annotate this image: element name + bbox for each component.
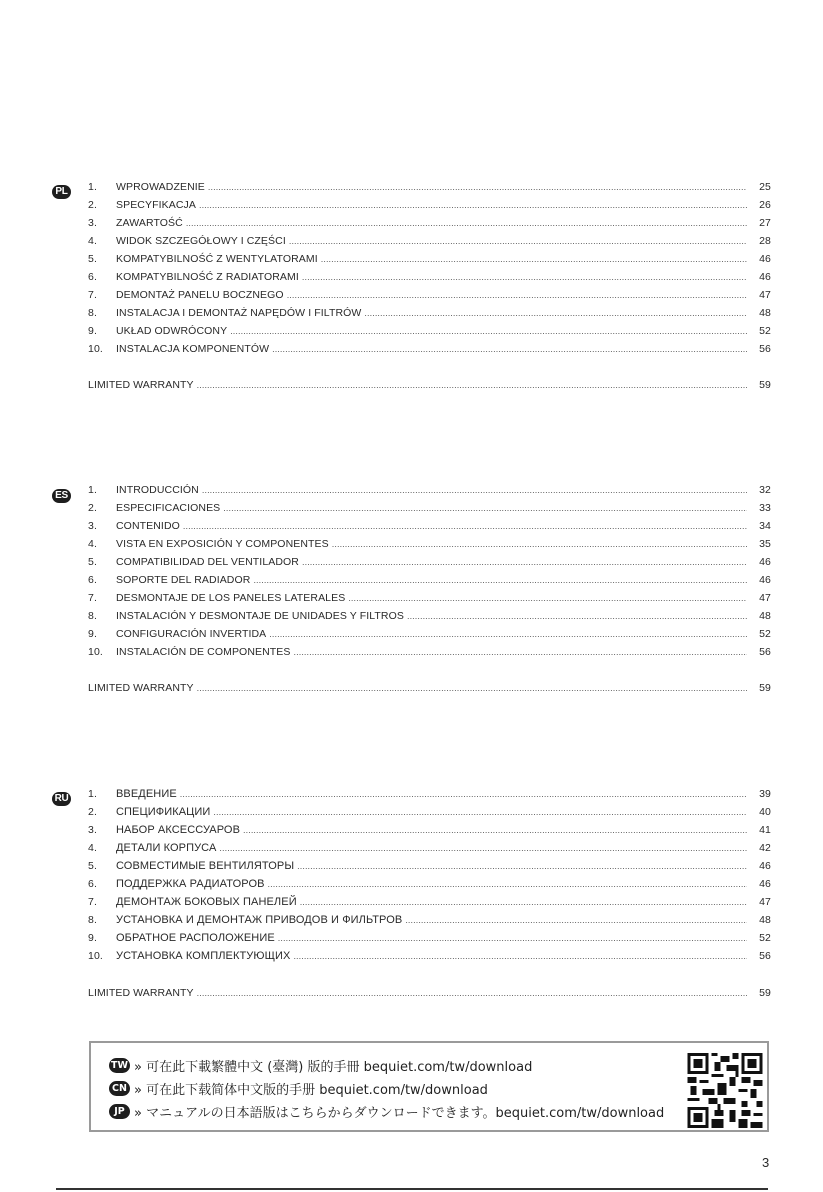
dot-leader xyxy=(219,843,747,853)
dot-leader xyxy=(407,611,747,621)
toc-entry[interactable] xyxy=(88,646,771,662)
toc-title: DEMONTAŻ PANELU BOCZNEGO xyxy=(116,289,284,301)
toc-page-number: 52 xyxy=(759,932,771,944)
dot-leader xyxy=(268,879,747,889)
toc-number: 8. xyxy=(88,914,97,926)
toc-entry[interactable] xyxy=(88,592,771,608)
toc-number: 9. xyxy=(88,932,97,944)
toc-entry[interactable] xyxy=(88,325,771,341)
toc-number: 10. xyxy=(88,343,103,355)
toc-warranty-entry[interactable] xyxy=(88,379,771,395)
dot-leader xyxy=(197,380,747,390)
download-info-box xyxy=(89,1041,769,1132)
toc-entry[interactable] xyxy=(88,271,771,287)
toc-title: LIMITED WARRANTY xyxy=(88,682,194,694)
toc-number: 5. xyxy=(88,860,97,872)
toc-title: SPECYFIKACJA xyxy=(116,199,196,211)
toc-title: WIDOK SZCZEGÓŁOWY I CZĘŚCI xyxy=(116,235,286,247)
dot-leader xyxy=(180,789,747,799)
toc-page-number: 40 xyxy=(759,806,771,818)
toc-number: 1. xyxy=(88,788,97,800)
toc-title: НАБОР АКСЕССУАРОВ xyxy=(116,824,241,836)
toc-title: ДЕМОНТАЖ БОКОВЫХ ПАНЕЛЕЙ xyxy=(116,896,297,908)
toc-number: 1. xyxy=(88,181,97,193)
toc-number: 3. xyxy=(88,217,97,229)
toc-page-number: 46 xyxy=(759,860,771,872)
toc-number: 7. xyxy=(88,289,97,301)
dot-leader xyxy=(278,933,747,943)
toc-number: 8. xyxy=(88,307,97,319)
dot-leader xyxy=(294,647,747,657)
toc-number: 3. xyxy=(88,520,97,532)
download-text: » マニュアルの日本語版はこちらからダウンロードできます。bequiet.com/tw/download xyxy=(134,1105,665,1121)
toc-page-number: 32 xyxy=(759,484,771,496)
dot-leader xyxy=(272,344,747,354)
toc-page-number: 25 xyxy=(759,181,771,193)
toc-entry[interactable] xyxy=(88,217,771,233)
dot-leader xyxy=(269,629,747,639)
download-line-cn[interactable] xyxy=(109,1078,488,1098)
toc-page-number: 47 xyxy=(759,896,771,908)
toc-entry[interactable] xyxy=(88,181,771,197)
toc-number: 6. xyxy=(88,271,97,283)
toc-title: ДЕТАЛИ КОРПУСА xyxy=(116,842,217,854)
dot-leader xyxy=(302,272,747,282)
toc-entry[interactable] xyxy=(88,538,771,554)
dot-leader xyxy=(253,575,747,585)
toc-title: UKŁAD ODWRÓCONY xyxy=(116,325,228,337)
toc-number: 7. xyxy=(88,896,97,908)
toc-entry[interactable] xyxy=(88,806,771,822)
toc-number: 5. xyxy=(88,253,97,265)
page-number: 3 xyxy=(762,1155,770,1170)
toc-title: УСТАНОВКА КОМПЛЕКТУЮЩИХ xyxy=(116,950,291,962)
dot-leader xyxy=(287,290,747,300)
dot-leader xyxy=(348,593,747,603)
toc-page-number: 52 xyxy=(759,628,771,640)
toc-page-number: 59 xyxy=(759,987,771,999)
toc-title: ZAWARTOŚĆ xyxy=(116,217,183,229)
toc-title: LIMITED WARRANTY xyxy=(88,987,194,999)
dot-leader xyxy=(243,825,747,835)
toc-page-number: 34 xyxy=(759,520,771,532)
toc-page-number: 42 xyxy=(759,842,771,854)
toc-title: УСТАНОВКА И ДЕМОНТАЖ ПРИВОДОВ И ФИЛЬТРОВ xyxy=(116,914,403,926)
toc-title: DESMONTAJE DE LOS PANELES LATERALES xyxy=(116,592,346,604)
toc-number: 7. xyxy=(88,592,97,604)
toc-number: 1. xyxy=(88,484,97,496)
toc-page-number: 48 xyxy=(759,610,771,622)
toc-page-number: 47 xyxy=(759,289,771,301)
toc-entry[interactable] xyxy=(88,914,771,930)
toc-entry[interactable] xyxy=(88,842,771,858)
dot-leader xyxy=(223,503,747,513)
toc-number: 10. xyxy=(88,646,103,658)
dot-leader xyxy=(186,218,747,228)
download-line-jp[interactable] xyxy=(109,1101,664,1121)
toc-title: KOMPATYBILNOŚĆ Z RADIATORAMI xyxy=(116,271,299,283)
dot-leader xyxy=(289,236,747,246)
toc-entry[interactable] xyxy=(88,289,771,305)
toc-page-number: 46 xyxy=(759,556,771,568)
toc-title: KOMPATYBILNOŚĆ Z WENTYLATORAMI xyxy=(116,253,318,265)
toc-entry[interactable] xyxy=(88,556,771,572)
toc-entry[interactable] xyxy=(88,628,771,644)
toc-page-number: 39 xyxy=(759,788,771,800)
toc-page-number: 59 xyxy=(759,379,771,391)
toc-entry[interactable] xyxy=(88,824,771,840)
toc-entry[interactable] xyxy=(88,950,771,966)
toc-entry[interactable] xyxy=(88,574,771,590)
toc-title: INSTALACJA I DEMONTAŻ NAPĘDÓW I FILTRÓW xyxy=(116,307,362,319)
dot-leader xyxy=(302,557,747,567)
dot-leader xyxy=(293,951,747,961)
dot-leader xyxy=(197,988,747,998)
toc-number: 6. xyxy=(88,878,97,890)
toc-entry[interactable] xyxy=(88,860,771,876)
toc-page-number: 56 xyxy=(759,646,771,658)
toc-entry[interactable] xyxy=(88,253,771,269)
toc-warranty-entry[interactable] xyxy=(88,987,771,1003)
download-text: » 可在此下載繁體中文 (臺灣) 版的手冊 bequiet.com/tw/download xyxy=(134,1059,533,1075)
dot-leader xyxy=(332,539,747,549)
toc-page-number: 33 xyxy=(759,502,771,514)
toc-title: LIMITED WARRANTY xyxy=(88,379,194,391)
toc-number: 8. xyxy=(88,610,97,622)
toc-entry[interactable] xyxy=(88,878,771,894)
toc-page-number: 48 xyxy=(759,307,771,319)
toc-page-number: 35 xyxy=(759,538,771,550)
dot-leader xyxy=(202,485,747,495)
language-badge-tw: TW xyxy=(109,1058,130,1073)
toc-number: 5. xyxy=(88,556,97,568)
language-badge-ru: RU xyxy=(52,792,71,806)
toc-entry[interactable] xyxy=(88,896,771,912)
toc-title: INSTALACIÓN DE COMPONENTES xyxy=(116,646,291,658)
toc-title: CONTENIDO xyxy=(116,520,180,532)
dot-leader xyxy=(405,915,747,925)
toc-page-number: 27 xyxy=(759,217,771,229)
toc-title: INSTALACIÓN Y DESMONTAJE DE UNIDADES Y FILTROS xyxy=(116,610,404,622)
toc-number: 9. xyxy=(88,628,97,640)
toc-entry[interactable] xyxy=(88,199,771,215)
toc-title: ПОДДЕРЖКА РАДИАТОРОВ xyxy=(116,878,265,890)
toc-page-number: 48 xyxy=(759,914,771,926)
dot-leader xyxy=(321,254,747,264)
toc-page-number: 28 xyxy=(759,235,771,247)
toc-page-number: 52 xyxy=(759,325,771,337)
toc-title: WPROWADZENIE xyxy=(116,181,205,193)
toc-page-number: 26 xyxy=(759,199,771,211)
dot-leader xyxy=(230,326,747,336)
toc-entry[interactable] xyxy=(88,484,771,500)
toc-title: VISTA EN EXPOSICIÓN Y COMPONENTES xyxy=(116,538,329,550)
toc-number: 2. xyxy=(88,502,97,514)
toc-entry[interactable] xyxy=(88,235,771,251)
dot-leader xyxy=(300,897,747,907)
footer-divider xyxy=(56,1188,768,1190)
toc-number: 6. xyxy=(88,574,97,586)
toc-entry[interactable] xyxy=(88,932,771,948)
toc-page-number: 59 xyxy=(759,682,771,694)
dot-leader xyxy=(208,182,747,192)
download-text: » 可在此下载简体中文版的手册 bequiet.com/tw/download xyxy=(134,1082,488,1098)
dot-leader xyxy=(297,861,747,871)
toc-title: INTRODUCCIÓN xyxy=(116,484,199,496)
toc-page-number: 41 xyxy=(759,824,771,836)
dot-leader xyxy=(213,807,747,817)
toc-page-number: 46 xyxy=(759,878,771,890)
language-badge-jp: JP xyxy=(109,1104,130,1119)
toc-number: 4. xyxy=(88,235,97,247)
toc-title: СПЕЦИФИКАЦИИ xyxy=(116,806,211,818)
toc-title: CONFIGURACIÓN INVERTIDA xyxy=(116,628,267,640)
toc-title: COMPATIBILIDAD DEL VENTILADOR xyxy=(116,556,299,568)
toc-entry[interactable] xyxy=(88,520,771,536)
toc-page-number: 56 xyxy=(759,950,771,962)
toc-number: 4. xyxy=(88,842,97,854)
dot-leader xyxy=(199,200,747,210)
language-badge-pl: PL xyxy=(52,185,71,199)
toc-entry[interactable] xyxy=(88,502,771,518)
language-badge-es: ES xyxy=(52,489,71,503)
dot-leader xyxy=(197,683,747,693)
dot-leader xyxy=(183,521,747,531)
toc-number: 9. xyxy=(88,325,97,337)
download-line-tw[interactable] xyxy=(109,1055,532,1075)
toc-title: ESPECIFICACIONES xyxy=(116,502,221,514)
toc-page-number: 47 xyxy=(759,592,771,604)
toc-entry[interactable] xyxy=(88,610,771,626)
toc-title: ОБРАТНОЕ РАСПОЛОЖЕНИЕ xyxy=(116,932,275,944)
toc-number: 4. xyxy=(88,538,97,550)
toc-number: 10. xyxy=(88,950,103,962)
toc-title: INSTALACJA KOMPONENTÓW xyxy=(116,343,270,355)
toc-warranty-entry[interactable] xyxy=(88,682,771,698)
toc-title: ВВЕДЕНИЕ xyxy=(116,788,177,800)
toc-page-number: 46 xyxy=(759,271,771,283)
toc-number: 3. xyxy=(88,824,97,836)
language-badge-cn: CN xyxy=(109,1081,130,1096)
toc-entry[interactable] xyxy=(88,343,771,359)
toc-number: 2. xyxy=(88,806,97,818)
toc-number: 2. xyxy=(88,199,97,211)
toc-entry[interactable] xyxy=(88,307,771,323)
toc-page-number: 56 xyxy=(759,343,771,355)
toc-page-number: 46 xyxy=(759,574,771,586)
toc-page-number: 46 xyxy=(759,253,771,265)
toc-entry[interactable] xyxy=(88,788,771,804)
qr-code-icon[interactable] xyxy=(685,1053,765,1128)
toc-title: СОВМЕСТИМЫЕ ВЕНТИЛЯТОРЫ xyxy=(116,860,295,872)
dot-leader xyxy=(364,308,747,318)
toc-title: SOPORTE DEL RADIADOR xyxy=(116,574,251,586)
